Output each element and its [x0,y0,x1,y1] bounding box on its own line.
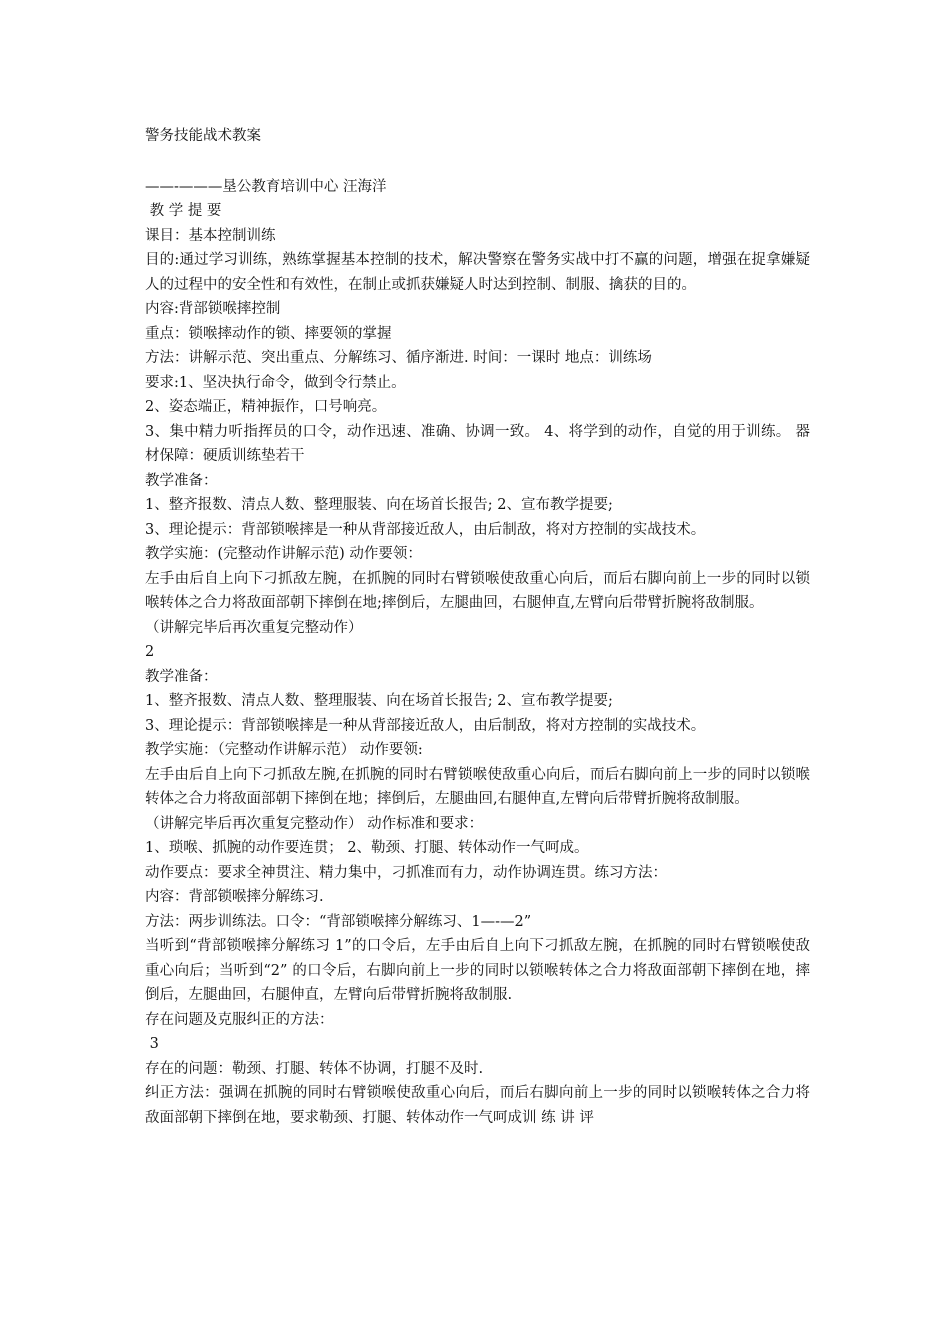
author-line: ——-———垦公教育培训中心 汪海洋 [145,178,387,195]
repeat-line: （讲解完毕后再次重复完整动作） [145,619,363,636]
purpose-paragraph: 目的:通过学习训练，熟练掌握基本控制的技术，解决警察在警务实战中打不赢的问题，增强在捉拿嫌疑人的过程中的安全性和有效性，在制止或抓获嫌疑人时达到控制、制服、擒获的目的。 [145,252,810,293]
action-paragraph: 左手由后自上向下刁抓敌左腕,在抓腕的同时右臂锁喉使敌重心向后，而后右脚向前上一步的同时以锁喉转体之合力将敌面部朝下摔倒在地；摔倒后，左腿曲回,右腿伸直,左臂向后带臂折腕将敌制服。 [145,766,810,807]
requirement-1: 要求:1、坚决执行命令，做到令行禁止。 [145,374,406,391]
practice-method-line: 方法：两步训练法。口令：“背部锁喉摔分解练习、1—-—2” [145,913,532,930]
implementation-line: 教学实施：(完整动作讲解示范) 动作要领： [145,546,422,562]
theory-line: 3、理论提示：背部锁喉摔是一种从背部接近敌人，由后制敌，将对方控制的实战技术。 [145,521,706,538]
problems-heading: 存在问题及克服纠正的方法： [145,1011,334,1028]
spacer [145,149,810,175]
method-line: 方法：讲解示范、突出重点、分解练习、循序渐进. 时间：一课时 地点：训练场 [145,350,652,366]
theory-line: 3、理论提示：背部锁喉摔是一种从背部接近敌人，由后制敌，将对方控制的实战技术。 [145,717,706,734]
preparation-items: 1、整齐报数、清点人数、整理服装、向在场首长报告; 2、宣布教学提要; [145,693,613,709]
page-number: 3 [145,1036,159,1052]
problems-line: 存在的问题：勒颈、打腿、转体不协调，打腿不及时. [145,1060,484,1077]
practice-content-line: 内容：背部锁喉摔分解练习. [145,889,324,905]
repeat-line: （讲解完毕后再次重复完整动作） 动作标准和要求： [145,815,484,832]
document-title: 警务技能战术教案 [145,128,261,144]
course-line: 课目：基本控制训练 [145,227,276,244]
page-number: 2 [145,644,155,660]
content-line: 内容:背部锁喉摔控制 [145,301,281,317]
requirement-3: 3、集中精力听指挥员的口令，动作迅速、准确、协调一致。 4、将学到的动作，自觉的用于训练。 器材保障：硬质训练垫若干 [145,423,810,464]
correction-paragraph: 纠正方法：强调在抓腕的同时右臂锁喉使敌重心向后，而后右脚向前上一步的同时以锁喉转体之合力将敌面部朝下摔倒在地，要求勒颈、打腿、转体动作一气呵成训 练 讲 评 [145,1085,810,1126]
requirement-2: 2、姿态端正，精神振作，口号响亮。 [145,399,387,415]
document-page [145,124,810,1130]
practice-detail-paragraph: 当听到“背部锁喉摔分解练习 1”的口令后，左手由后自上向下刁抓敌左腕，在抓腕的同时右臂锁喉使敌重心向后；当听到“2” 的口令后，右脚向前上一步的同时以锁喉转体之合力将敌面部朝下摔倒在地，摔倒后，左腿曲回，右腿伸直，左臂向后带臂折腕将敌制服. [145,938,810,1003]
action-paragraph: 左手由后自上向下刁抓敌左腕，在抓腕的同时右臂锁喉使敌重心向后，而后右脚向前上一步的同时以锁喉转体之合力将敌面部朝下摔倒在地;摔倒后，左腿曲回，右腿伸直,左臂向后带臂折腕将敌制服。 [145,570,810,611]
standards-line: 1、琐喉、抓腕的动作要连贯； 2、勒颈、打腿、转体动作一气呵成。 [145,840,589,856]
essentials-line: 动作要点：要求全神贯注、精力集中，刁抓准而有力，动作协调连贯。练习方法： [145,864,667,881]
preparation-heading: 教学准备： [145,472,218,489]
preparation-items: 1、整齐报数、清点人数、整理服装、向在场首长报告; 2、宣布教学提要; [145,497,613,513]
preparation-heading: 教学准备： [145,668,218,685]
key-points-line: 重点：锁喉摔动作的锁、摔要领的掌握 [145,325,392,342]
section-heading: 教 学 提 要 [145,203,222,219]
implementation-line: 教学实施：（完整动作讲解示范） 动作要领: [145,742,423,758]
